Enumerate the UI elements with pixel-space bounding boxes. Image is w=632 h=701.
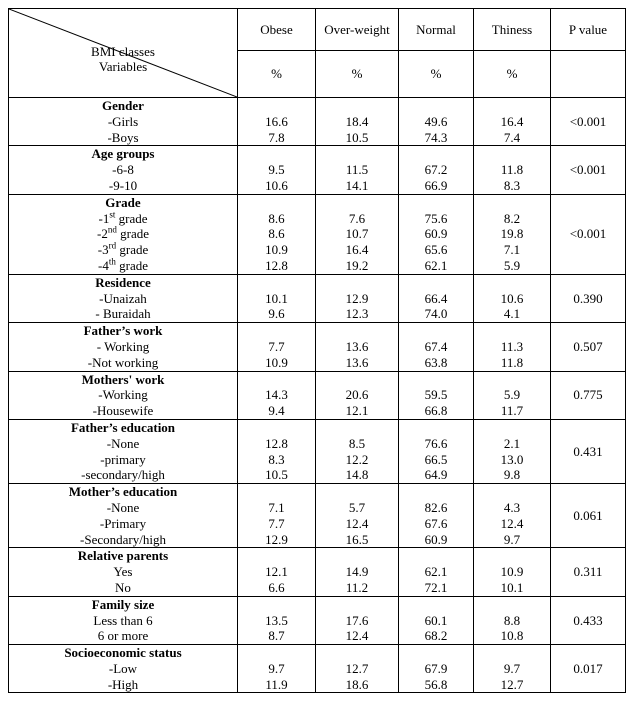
section-socioeconomic-status [9,645,626,693]
empty-cell [238,548,316,564]
corner-cell [9,9,238,98]
corner-top-label: BMI classes [91,44,155,59]
percent-value: 12.7 [474,677,551,693]
p-value-cell: 0.433 [551,596,626,644]
percent-value: 10.9 [474,564,551,580]
empty-cell [474,548,551,564]
empty-cell [474,146,551,162]
percent-header: % [316,51,399,98]
percent-value: 8.3 [238,452,316,468]
table-row [9,211,626,227]
variable-label: -Working [9,387,238,403]
percent-value: 9.5 [238,162,316,178]
percent-value: 67.6 [399,516,474,532]
section-header-row [9,323,626,339]
empty-cell [238,371,316,387]
empty-cell [474,194,551,210]
empty-cell [316,419,399,435]
table-row [9,628,626,644]
empty-cell [316,484,399,500]
empty-cell [238,146,316,162]
percent-value: 12.3 [316,306,399,322]
table-row [9,516,626,532]
percent-value: 8.5 [316,436,399,452]
section-header-row [9,548,626,564]
empty-cell [238,645,316,661]
percent-value: 8.3 [474,178,551,194]
percent-value: 14.1 [316,178,399,194]
percent-value: 7.6 [316,211,399,227]
p-value-cell: <0.001 [551,98,626,146]
percent-value: 60.9 [399,226,474,242]
section-residence [9,274,626,322]
percent-value: 9.7 [238,661,316,677]
percent-value: 65.6 [399,242,474,258]
variable-label: -Not working [9,355,238,371]
percent-value: 63.8 [399,355,474,371]
table-row [9,677,626,693]
empty-cell [399,645,474,661]
percent-value: 9.8 [474,467,551,483]
percent-value: 12.4 [474,516,551,532]
table-row [9,162,626,178]
percent-value: 62.1 [399,258,474,274]
variable-label: -secondary/high [9,467,238,483]
p-value-cell: <0.001 [551,146,626,194]
section-mothers-work [9,371,626,419]
empty-cell [238,596,316,612]
percent-value: 18.6 [316,677,399,693]
table-row [9,580,626,596]
percent-value: 10.7 [316,226,399,242]
percent-value: 17.6 [316,613,399,629]
percent-value: 12.4 [316,516,399,532]
section-header-row [9,274,626,290]
percent-value: 5.7 [316,500,399,516]
percent-value: 10.8 [474,628,551,644]
empty-cell [399,419,474,435]
percent-value: 66.8 [399,403,474,419]
percent-value: 4.1 [474,306,551,322]
p-value-cell: 0.061 [551,484,626,548]
percent-value: 13.0 [474,452,551,468]
empty-cell [316,274,399,290]
variable-label: -1st grade [9,211,238,227]
percent-value: 16.5 [316,532,399,548]
percent-value: 8.7 [238,628,316,644]
percent-value: 13.6 [316,339,399,355]
percent-value: 13.6 [316,355,399,371]
empty-cell [474,371,551,387]
empty-cell [399,484,474,500]
percent-value: 11.7 [474,403,551,419]
section-grade [9,194,626,274]
empty-cell [238,484,316,500]
section-header-row [9,484,626,500]
percent-value: 18.4 [316,114,399,130]
empty-cell [474,98,551,114]
percent-header: % [474,51,551,98]
percent-value: 12.8 [238,436,316,452]
empty-cell [399,596,474,612]
empty-cell [316,548,399,564]
percent-value: 12.1 [238,564,316,580]
percent-value: 19.8 [474,226,551,242]
percent-value: 66.4 [399,291,474,307]
percent-value: 14.3 [238,387,316,403]
section-title: Father’s education [9,419,238,435]
percent-value: 13.5 [238,613,316,629]
section-header-row [9,194,626,210]
percent-header: % [399,51,474,98]
percent-value: 16.6 [238,114,316,130]
percent-value: 60.9 [399,532,474,548]
section-title: Family size [9,596,238,612]
section-title: Grade [9,194,238,210]
col-header-overweight: Over-weight [316,9,399,51]
variable-label: -6-8 [9,162,238,178]
table-row [9,387,626,403]
variable-label: -Primary [9,516,238,532]
percent-value: 10.6 [474,291,551,307]
section-father-s-work [9,323,626,371]
percent-value: 59.5 [399,387,474,403]
percent-value: 67.2 [399,162,474,178]
empty-cell [238,274,316,290]
variable-label: -4th grade [9,258,238,274]
table-row [9,452,626,468]
percent-value: 9.4 [238,403,316,419]
empty-cell [474,323,551,339]
variable-label: -Housewife [9,403,238,419]
percent-value: 82.6 [399,500,474,516]
percent-value: 6.6 [238,580,316,596]
empty-cell [399,194,474,210]
variable-label: -High [9,677,238,693]
percent-header: % [238,51,316,98]
empty-cell [399,98,474,114]
section-title: Father’s work [9,323,238,339]
percent-value: 14.9 [316,564,399,580]
percent-value: 11.3 [474,339,551,355]
section-header-row [9,419,626,435]
col-header-normal: Normal [399,9,474,51]
section-header-row [9,645,626,661]
p-value-cell: 0.311 [551,548,626,596]
percent-value: 66.5 [399,452,474,468]
col-header-obese: Obese [238,9,316,51]
section-family-size [9,596,626,644]
variable-label: - Working [9,339,238,355]
percent-value: 12.9 [238,532,316,548]
section-title: Residence [9,274,238,290]
empty-cell [399,548,474,564]
variable-label: No [9,580,238,596]
empty-cell [316,323,399,339]
section-title: Gender [9,98,238,114]
table-row [9,178,626,194]
col-header-pvalue: P value [551,9,626,51]
percent-value: 60.1 [399,613,474,629]
section-relative-parents [9,548,626,596]
percent-value: 10.1 [474,580,551,596]
table-row [9,500,626,516]
percent-value: 68.2 [399,628,474,644]
percent-value: 10.5 [316,130,399,146]
percent-header-empty [551,51,626,98]
percent-value: 67.9 [399,661,474,677]
percent-value: 72.1 [399,580,474,596]
variable-label: -None [9,436,238,452]
variable-label: -3rd grade [9,242,238,258]
section-header-row [9,371,626,387]
percent-value: 62.1 [399,564,474,580]
table-header [9,9,626,98]
empty-cell [399,371,474,387]
section-title: Relative parents [9,548,238,564]
empty-cell [474,274,551,290]
percent-value: 5.9 [474,258,551,274]
percent-value: 11.2 [316,580,399,596]
table-row [9,613,626,629]
empty-cell [316,146,399,162]
percent-value: 11.9 [238,677,316,693]
section-gender [9,98,626,146]
empty-cell [474,645,551,661]
section-age-groups [9,146,626,194]
p-value-cell: 0.431 [551,419,626,483]
variable-label: -Girls [9,114,238,130]
percent-value: 16.4 [316,242,399,258]
percent-value: 8.8 [474,613,551,629]
table-row [9,242,626,258]
percent-value: 12.1 [316,403,399,419]
percent-value: 10.5 [238,467,316,483]
col-header-thiness: Thiness [474,9,551,51]
variable-label: -2nd grade [9,226,238,242]
p-value-cell: 0.775 [551,371,626,419]
section-father-s-education [9,419,626,483]
percent-value: 49.6 [399,114,474,130]
empty-cell [474,484,551,500]
percent-value: 11.8 [474,355,551,371]
header-row-labels [9,9,626,51]
percent-value: 10.1 [238,291,316,307]
table-row [9,355,626,371]
corner-labels [9,44,237,74]
variable-label: Yes [9,564,238,580]
percent-value: 8.2 [474,211,551,227]
variable-label: -Unaizah [9,291,238,307]
percent-value: 66.9 [399,178,474,194]
table-row [9,532,626,548]
empty-cell [316,98,399,114]
empty-cell [474,596,551,612]
percent-value: 9.6 [238,306,316,322]
percent-value: 9.7 [474,661,551,677]
empty-cell [399,146,474,162]
p-value-cell: 0.507 [551,323,626,371]
percent-value: 7.4 [474,130,551,146]
section-title: Age groups [9,146,238,162]
section-title: Mother’s education [9,484,238,500]
percent-value: 7.1 [238,500,316,516]
variable-label: -primary [9,452,238,468]
variable-label: -None [9,500,238,516]
p-value-cell: <0.001 [551,194,626,274]
table-row [9,291,626,307]
percent-value: 14.8 [316,467,399,483]
percent-value: 12.7 [316,661,399,677]
percent-value: 4.3 [474,500,551,516]
percent-value: 12.9 [316,291,399,307]
empty-cell [238,323,316,339]
variable-label: 6 or more [9,628,238,644]
percent-value: 16.4 [474,114,551,130]
table-row [9,403,626,419]
empty-cell [474,419,551,435]
empty-cell [316,371,399,387]
percent-value: 12.4 [316,628,399,644]
table-row [9,661,626,677]
variable-label: - Buraidah [9,306,238,322]
percent-value: 56.8 [399,677,474,693]
variable-label: -Secondary/high [9,532,238,548]
percent-value: 74.0 [399,306,474,322]
percent-value: 10.6 [238,178,316,194]
table-row [9,436,626,452]
percent-value: 64.9 [399,467,474,483]
variable-label: -9-10 [9,178,238,194]
section-header-row [9,596,626,612]
section-header-row [9,146,626,162]
section-title: Mothers' work [9,371,238,387]
percent-value: 8.6 [238,211,316,227]
variable-label: Less than 6 [9,613,238,629]
percent-value: 76.6 [399,436,474,452]
section-title: Socioeconomic status [9,645,238,661]
section-header-row [9,98,626,114]
percent-value: 20.6 [316,387,399,403]
empty-cell [316,194,399,210]
percent-value: 12.8 [238,258,316,274]
table-row [9,339,626,355]
empty-cell [316,596,399,612]
section-mother-s-education [9,484,626,548]
percent-value: 2.1 [474,436,551,452]
percent-value: 5.9 [474,387,551,403]
percent-value: 9.7 [474,532,551,548]
percent-value: 7.7 [238,339,316,355]
table-row [9,130,626,146]
percent-value: 67.4 [399,339,474,355]
table-row [9,226,626,242]
p-value-cell: 0.017 [551,645,626,693]
percent-value: 74.3 [399,130,474,146]
variable-label: -Low [9,661,238,677]
percent-value: 75.6 [399,211,474,227]
table-row [9,258,626,274]
empty-cell [238,419,316,435]
variable-label: -Boys [9,130,238,146]
percent-value: 10.9 [238,355,316,371]
percent-value: 8.6 [238,226,316,242]
percent-value: 12.2 [316,452,399,468]
empty-cell [316,645,399,661]
percent-value: 19.2 [316,258,399,274]
percent-value: 11.8 [474,162,551,178]
bmi-table [8,8,626,693]
percent-value: 11.5 [316,162,399,178]
percent-value: 7.1 [474,242,551,258]
empty-cell [238,194,316,210]
table-row [9,306,626,322]
percent-value: 7.7 [238,516,316,532]
corner-bottom-label: Variables [98,59,148,74]
empty-cell [399,274,474,290]
empty-cell [238,98,316,114]
empty-cell [399,323,474,339]
table-row [9,114,626,130]
p-value-cell: 0.390 [551,274,626,322]
table-row [9,564,626,580]
percent-value: 10.9 [238,242,316,258]
percent-value: 7.8 [238,130,316,146]
table-row [9,467,626,483]
